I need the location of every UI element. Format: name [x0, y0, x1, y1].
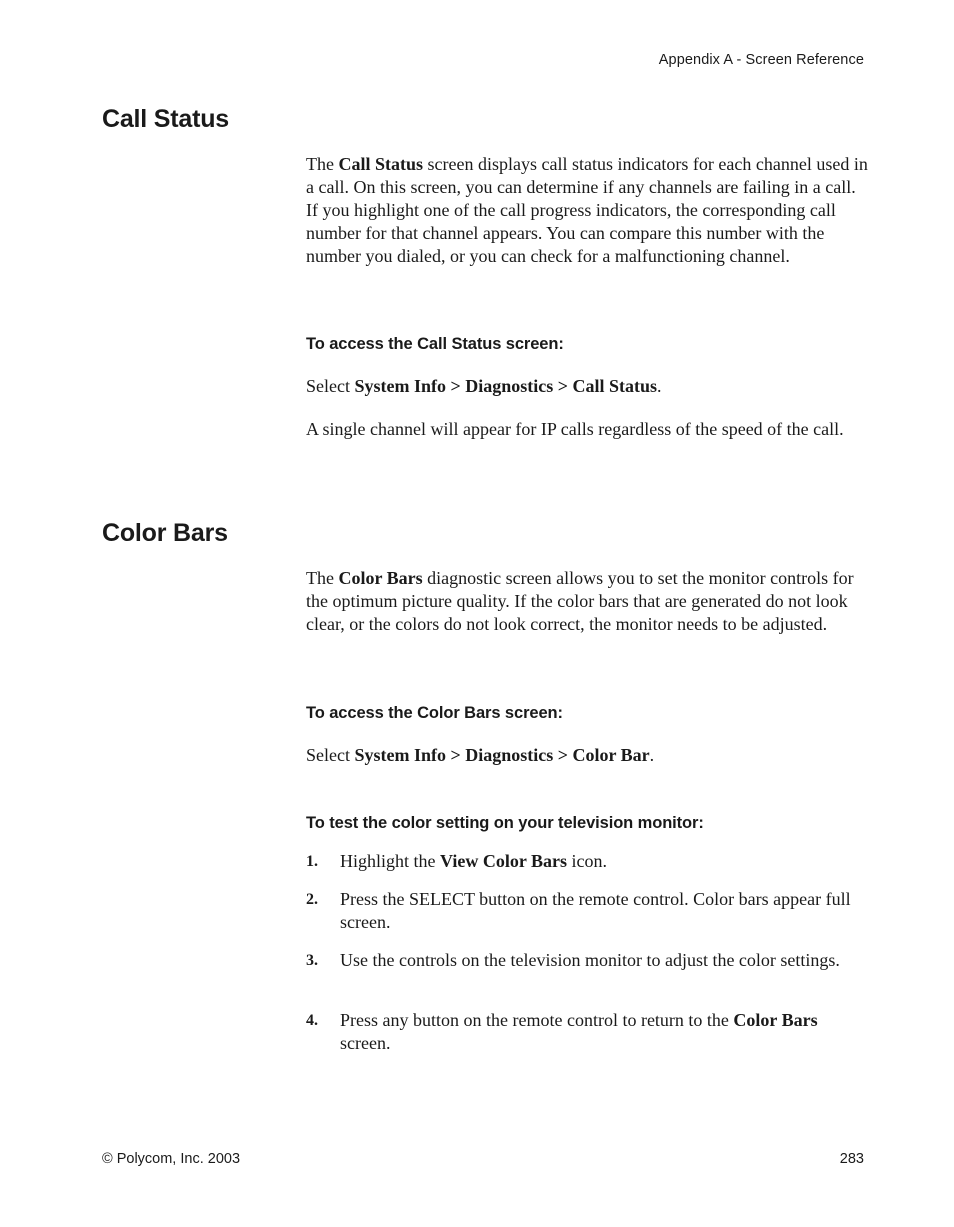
menu-path: System Info > Diagnostics > Color Bar — [354, 745, 650, 765]
call-status-select-path: Select System Info > Diagnostics > Call Status. — [306, 376, 662, 396]
call-status-intro: The Call Status screen displays call status indicators for each channel used in a call. On this screen, you can determine if any channels are failing in a call. If you highlight one of the call progress indicators, the corresponding call number for that channel appears. You can compare this number with the number you dialed, or you can check for a malfunctioning channel. — [306, 154, 868, 266]
call-status-procedure-heading: To access the Call Status screen: — [306, 335, 564, 353]
call-status-note: A single channel will appear for IP calls regardless of the speed of the call. — [306, 419, 844, 439]
color-test-procedure-heading: To test the color setting on your television monitor: — [306, 814, 704, 832]
step-number: 3. — [306, 952, 318, 969]
step-3: 3. Use the controls on the television monitor to adjust the color settings. — [306, 950, 840, 970]
color-bars-term: Color Bars — [338, 568, 423, 588]
footer-copyright: © Polycom, Inc. 2003 — [102, 1151, 241, 1167]
step-4: 4. Press any button on the remote control to return to the Color Bars screen. — [306, 1010, 818, 1053]
call-status-heading: Call Status — [102, 105, 229, 133]
running-header: Appendix A - Screen Reference — [658, 52, 864, 68]
step-2: 2. Press the SELECT button on the remote control. Color bars appear full screen. — [306, 889, 851, 932]
call-status-term: Call Status — [338, 154, 423, 174]
color-bars-select-path: Select System Info > Diagnostics > Color Bar. — [306, 745, 655, 765]
color-bars-heading: Color Bars — [102, 519, 228, 547]
step-number: 1. — [306, 853, 318, 870]
step-number: 2. — [306, 891, 318, 908]
page-number: 283 — [839, 1151, 864, 1167]
color-bars-procedure-heading: To access the Color Bars screen: — [306, 704, 563, 722]
step-1: 1. Highlight the View Color Bars icon. — [306, 851, 607, 871]
step-number: 4. — [306, 1012, 318, 1029]
menu-path: System Info > Diagnostics > Call Status — [354, 376, 658, 396]
color-bars-intro: The Color Bars diagnostic screen allows you to set the monitor controls for the optimum picture quality. If the color bars that are generated do not look clear, or the colors do not look correct, the monitor needs to be adjusted. — [306, 568, 854, 634]
